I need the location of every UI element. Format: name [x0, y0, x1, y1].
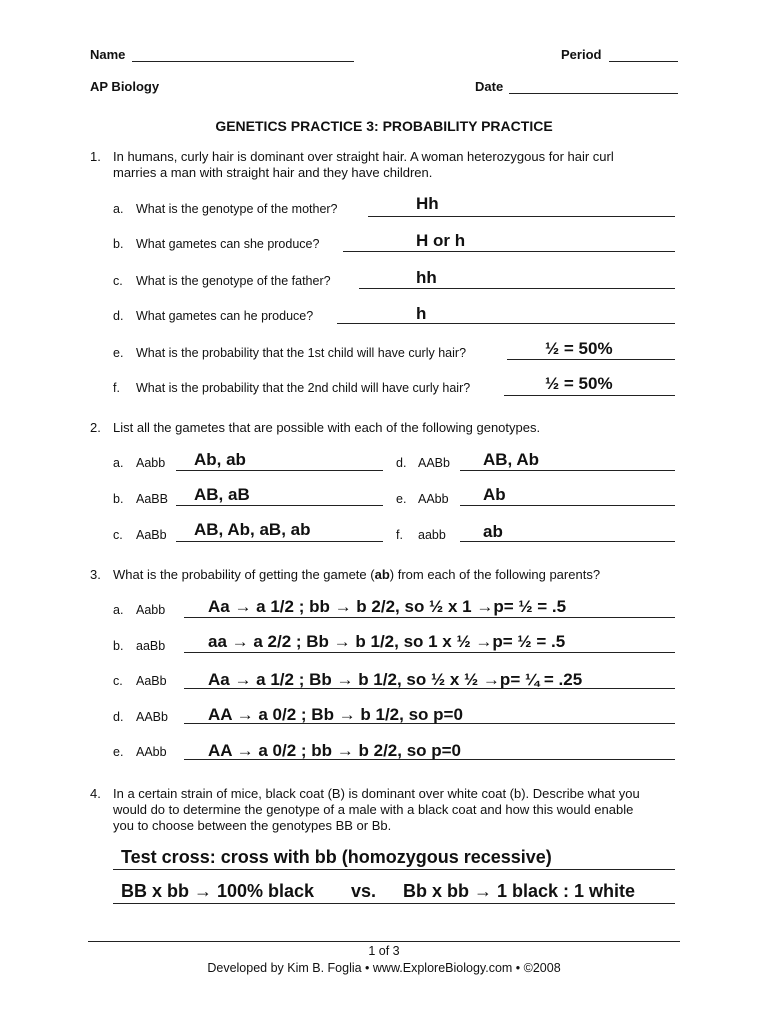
answer-line: [176, 505, 383, 506]
q2-letter: b.: [113, 492, 124, 506]
q3-answer: Aa → a 1/2 ; bb → b 2/2, so ½ x 1 →p= ½ = .5: [208, 597, 567, 616]
q1-number: 1.: [90, 149, 101, 164]
q1-question: What gametes can he produce?: [136, 309, 314, 323]
q1-answer: ½ = 50%: [545, 339, 613, 358]
q2-letter: d.: [396, 456, 407, 470]
q2-letter: a.: [113, 456, 124, 470]
page-title: GENETICS PRACTICE 3: PROBABILITY PRACTICE: [215, 118, 553, 134]
q3-letter: b.: [113, 639, 124, 653]
q2-answer: AB, aB: [194, 485, 250, 504]
date-line: [509, 93, 678, 94]
answer-line: [176, 470, 383, 471]
q3-letter: c.: [113, 674, 123, 688]
q1-text-line1: In humans, curly hair is dominant over straight hair. A woman heterozygous for hair curl: [113, 149, 614, 164]
q3-answer: aa → a 2/2 ; Bb → b 1/2, so 1 x ½ →p= ½ = .5: [208, 632, 566, 651]
q3-genotype: aaBb: [136, 639, 166, 653]
q2-genotype: AaBB: [136, 492, 168, 506]
q3-text-bold: ab: [374, 567, 390, 582]
answer-line: [113, 869, 675, 870]
q1-answer: H or h: [416, 231, 466, 250]
q4-text-line1: In a certain strain of mice, black coat (B) is dominant over white coat (b). Describe what you: [113, 786, 640, 801]
q1-letter: f.: [113, 381, 120, 395]
q1-letter: d.: [113, 309, 124, 323]
q3-number: 3.: [90, 567, 101, 582]
q1-letter: a.: [113, 202, 124, 216]
q4-answer-line2c: Bb x bb → 1 black : 1 white: [403, 881, 636, 901]
q3-answer: AA → a 0/2 ; Bb → b 1/2, so p=0: [208, 705, 463, 724]
answer-line: [504, 395, 675, 396]
footer-credit: Developed by Kim B. Foglia • www.ExploreBiology.com • ©2008: [207, 961, 561, 975]
name-line: [132, 61, 354, 62]
q2-answer: AB, Ab, aB, ab: [194, 520, 311, 539]
answer-line: [359, 288, 675, 289]
q3-letter: d.: [113, 710, 124, 724]
q3-letter: a.: [113, 603, 124, 617]
period-label: Period: [561, 47, 602, 62]
q3-genotype: AaBb: [136, 674, 167, 688]
q1-question: What gametes can she produce?: [136, 237, 320, 251]
q4-text-line2: would do to determine the genotype of a male with a black coat and how this would enable: [113, 802, 634, 817]
q1-text-line2: marries a man with straight hair and they have children.: [113, 165, 433, 180]
answer-line: [113, 903, 675, 904]
q4-text-line3: you to choose between the genotypes BB or Bb.: [113, 818, 392, 833]
q2-letter: f.: [396, 528, 403, 542]
q1-question: What is the genotype of the mother?: [136, 202, 338, 216]
q3-text-before: What is the probability of getting the gamete (: [113, 567, 375, 582]
q2-number: 2.: [90, 420, 101, 435]
q2-answer: Ab: [483, 485, 506, 504]
answer-line: [368, 216, 675, 217]
q2-genotype: aabb: [418, 528, 446, 542]
q1-question: What is the probability that the 2nd child will have curly hair?: [136, 381, 471, 395]
answer-line: [460, 505, 675, 506]
q2-genotype: AABb: [418, 456, 450, 470]
page-number: 1 of 3: [368, 944, 400, 958]
answer-line: [184, 617, 675, 618]
q1-question: What is the genotype of the father?: [136, 274, 331, 288]
q1-question: What is the probability that the 1st child will have curly hair?: [136, 346, 467, 360]
answer-line: [337, 323, 675, 324]
q4-answer-line2b: vs.: [351, 881, 377, 901]
q1-answer: h: [416, 304, 427, 323]
q3-answer: Aa → a 1/2 ; Bb → b 1/2, so ½ x ½ →p= ¼ = .25: [208, 670, 583, 689]
footer-rule: [88, 941, 680, 942]
q2-answer: Ab, ab: [194, 450, 246, 469]
q2-answer: AB, Ab: [483, 450, 540, 469]
q2-genotype: Aabb: [136, 456, 166, 470]
q2-answer: ab: [483, 522, 503, 541]
q3-genotype: Aabb: [136, 603, 166, 617]
q4-answer-line2a: BB x bb → 100% black: [121, 881, 315, 901]
q4-answer-line1: Test cross: cross with bb (homozygous recessive): [121, 847, 552, 867]
answer-line: [184, 652, 675, 653]
q3-text-after: ) from each of the following parents?: [389, 567, 601, 582]
q1-letter: e.: [113, 346, 124, 360]
answer-line: [343, 251, 675, 252]
q3-genotype: AABb: [136, 710, 168, 724]
q2-letter: e.: [396, 492, 407, 506]
q2-letter: c.: [113, 528, 123, 542]
q1-answer: ½ = 50%: [545, 374, 613, 393]
answer-line: [176, 541, 383, 542]
q2-genotype: AAbb: [418, 492, 449, 506]
answer-line: [460, 470, 675, 471]
course-label: AP Biology: [90, 79, 160, 94]
q2-genotype: AaBb: [136, 528, 167, 542]
q3-letter: e.: [113, 745, 124, 759]
q1-answer: Hh: [416, 194, 439, 213]
period-line: [609, 61, 678, 62]
name-label: Name: [90, 47, 126, 62]
q2-text: List all the gametes that are possible with each of the following genotypes.: [113, 420, 541, 435]
date-label: Date: [475, 79, 504, 94]
q1-letter: c.: [113, 274, 123, 288]
q1-answer: hh: [416, 268, 437, 287]
q3-genotype: AAbb: [136, 745, 167, 759]
q3-answer: AA → a 0/2 ; bb → b 2/2, so p=0: [208, 741, 462, 760]
q4-number: 4.: [90, 786, 101, 801]
answer-line: [507, 359, 675, 360]
q1-letter: b.: [113, 237, 124, 251]
q3-text: [113, 567, 600, 582]
